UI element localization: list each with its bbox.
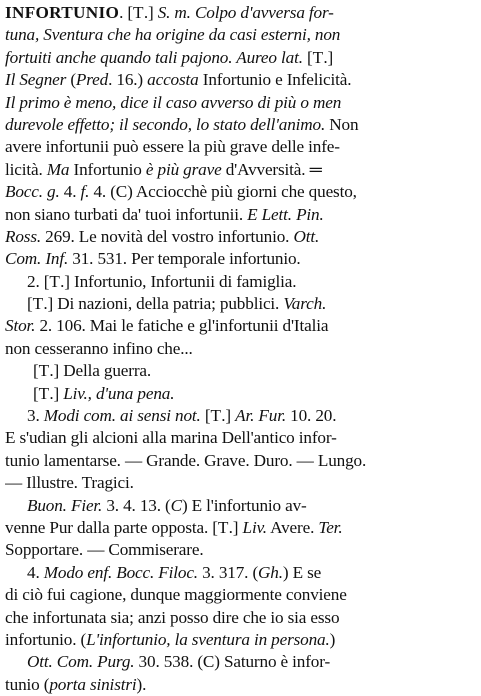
text-run: Infortunio e Infelicità. bbox=[198, 70, 352, 90]
text-line bbox=[5, 360, 475, 382]
text-run: INFORTUNIO bbox=[5, 3, 120, 22]
text-run: 4. (C) Acciocchè più giorni che questo, bbox=[89, 182, 357, 202]
text-run: Ross. bbox=[5, 226, 42, 246]
text-line bbox=[5, 47, 475, 69]
text-run: 2. 106. Mai le fatiche e gl'infortunii d'Italia bbox=[35, 316, 329, 336]
text-run: — Illustre. Tragici. bbox=[5, 473, 134, 493]
text-run: Liv., d'una pena. bbox=[63, 383, 175, 403]
text-run: 3. 317. ( bbox=[197, 562, 259, 582]
text-line bbox=[5, 651, 475, 673]
text-run: T bbox=[38, 361, 50, 381]
text-run: fortuiti anche quando tali pajono. Aureo lat. bbox=[5, 47, 303, 67]
text-line bbox=[5, 92, 475, 114]
text-run: Pred bbox=[75, 70, 109, 90]
text-run: [ bbox=[27, 294, 33, 314]
text-run: S. m. Colpo d'avversa for- bbox=[157, 3, 334, 22]
text-run: [ bbox=[302, 47, 313, 67]
text-line bbox=[5, 204, 475, 226]
text-line bbox=[5, 495, 475, 517]
text-line bbox=[5, 69, 475, 91]
text-line bbox=[5, 293, 475, 315]
text-run: Ma bbox=[46, 159, 70, 179]
text-line bbox=[5, 248, 475, 270]
text-run: ( bbox=[66, 70, 76, 90]
text-run: Com. Inf. bbox=[5, 249, 69, 269]
text-line bbox=[5, 159, 475, 181]
text-run: non cesseranno infino che... bbox=[5, 338, 193, 358]
text-line bbox=[5, 181, 475, 203]
text-line bbox=[5, 24, 475, 46]
text-run: che infortunata sia; anzi posso dire che io sia esso bbox=[5, 607, 340, 627]
text-run: tunio lamentarse. — Grande. Grave. Duro. — Lungo. bbox=[5, 450, 367, 470]
text-line bbox=[5, 517, 475, 539]
text-run: 4. bbox=[27, 562, 44, 582]
text-run: 3. bbox=[27, 406, 44, 426]
text-run: .] Della guerra. bbox=[49, 361, 152, 381]
text-run: . [ bbox=[119, 3, 133, 22]
text-run: Infortunio bbox=[69, 159, 146, 179]
text-run: Il Segner bbox=[5, 70, 67, 90]
text-run: T bbox=[32, 294, 44, 314]
text-run: venne Pur dalla parte opposta. [ bbox=[5, 517, 218, 537]
text-line bbox=[5, 539, 475, 561]
text-run: C bbox=[170, 495, 182, 515]
text-run: [ bbox=[33, 361, 39, 381]
text-run: non siano turbati da' tuoi infortunii. bbox=[5, 204, 248, 224]
text-line bbox=[5, 338, 475, 360]
text-line bbox=[5, 674, 475, 696]
text-line bbox=[5, 226, 475, 248]
text-run: licità. bbox=[5, 159, 47, 179]
text-run: Modo enf. Bocc. Filoc. bbox=[43, 562, 198, 582]
text-line bbox=[5, 629, 475, 651]
text-line bbox=[5, 136, 475, 158]
text-run: Ter. bbox=[318, 517, 343, 537]
text-run: 2. [ bbox=[27, 271, 50, 291]
text-run: ). bbox=[136, 674, 147, 694]
text-run: Stor. bbox=[5, 316, 36, 336]
text-run: .] bbox=[143, 3, 158, 22]
text-run: Ott. Com. Purg. bbox=[27, 652, 135, 672]
text-run: ) bbox=[329, 629, 336, 649]
text-run: tunio ( bbox=[5, 674, 50, 694]
text-run: durevole effetto; il secondo, lo stato dell'animo. bbox=[5, 114, 326, 134]
text-line bbox=[5, 271, 475, 293]
text-run: Modi com. ai sensi not. bbox=[43, 406, 201, 426]
text-run: Avere. bbox=[266, 517, 319, 537]
text-run: T bbox=[38, 383, 50, 403]
text-run: f. bbox=[80, 182, 90, 202]
text-run: di ciò fui cagione, dunque maggiormente conviene bbox=[5, 585, 347, 605]
text-run: d'Avversità. ═ bbox=[221, 159, 322, 179]
text-run: Buon. Fier. bbox=[27, 495, 103, 515]
text-line bbox=[5, 114, 475, 136]
text-run: .] Di nazioni, della patria; pubblici. bbox=[43, 294, 284, 314]
text-run: Ott. bbox=[293, 226, 320, 246]
text-run: 10. 20. bbox=[285, 406, 337, 426]
text-run: . 16.) bbox=[108, 70, 148, 90]
text-run: E s'udian gli alcioni alla marina Dell'antico infor- bbox=[5, 428, 337, 448]
text-line bbox=[5, 562, 475, 584]
text-run: tuna, Sventura che ha origine da casi esterni, non bbox=[5, 25, 341, 45]
text-run: [ bbox=[33, 383, 39, 403]
text-run: L'infortunio, la sventura in persona. bbox=[86, 629, 330, 649]
text-run: Sopportare. — Commiserare. bbox=[5, 540, 204, 560]
text-run: Gh. bbox=[258, 562, 283, 582]
text-run: 30. 538. (C) Saturno è infor- bbox=[134, 652, 331, 672]
text-run: T bbox=[49, 271, 61, 291]
text-run: avere infortunii può essere la più grave delle infe- bbox=[5, 137, 340, 157]
text-line bbox=[5, 315, 475, 337]
text-line bbox=[5, 427, 475, 449]
text-run: Bocc. g. bbox=[5, 182, 60, 202]
text-run: Non bbox=[325, 114, 359, 134]
text-run: Ar. Fur. bbox=[235, 406, 286, 426]
text-run: T bbox=[133, 3, 144, 22]
text-run: ) E l'infortunio av- bbox=[181, 495, 307, 515]
text-run: T bbox=[210, 406, 222, 426]
text-line bbox=[5, 450, 475, 472]
text-line bbox=[5, 383, 475, 405]
text-line bbox=[5, 405, 475, 427]
text-run: .] bbox=[228, 517, 243, 537]
text-run: .] bbox=[323, 47, 334, 67]
text-run: infortunio. ( bbox=[5, 629, 87, 649]
text-run: .] bbox=[49, 383, 64, 403]
text-line bbox=[5, 607, 475, 629]
text-run: 269. Le novità del vostro infortunio. bbox=[41, 226, 294, 246]
text-run: Liv. bbox=[242, 517, 267, 537]
text-run: 4. bbox=[59, 182, 81, 202]
text-line bbox=[5, 2, 475, 24]
text-run: T bbox=[312, 47, 324, 67]
text-run: .] bbox=[221, 406, 236, 426]
text-run: ) E se bbox=[282, 562, 322, 582]
text-run: .] Infortunio, Infortunii di famiglia. bbox=[60, 271, 297, 291]
text-run: E Lett. Pin. bbox=[247, 204, 324, 224]
text-run: porta sinistri bbox=[49, 674, 137, 694]
text-run: 3. 4. 13. ( bbox=[102, 495, 171, 515]
text-line bbox=[5, 584, 475, 606]
text-run: è più grave bbox=[145, 159, 222, 179]
text-run: [ bbox=[200, 406, 211, 426]
text-run: Varch. bbox=[283, 294, 327, 314]
text-run: T bbox=[217, 517, 229, 537]
text-line bbox=[5, 472, 475, 494]
text-run: Il primo è meno, dice il caso avverso di più o men bbox=[5, 92, 342, 112]
text-run: accosta bbox=[147, 70, 199, 90]
text-run: 31. 531. Per temporale infortunio. bbox=[68, 249, 301, 269]
